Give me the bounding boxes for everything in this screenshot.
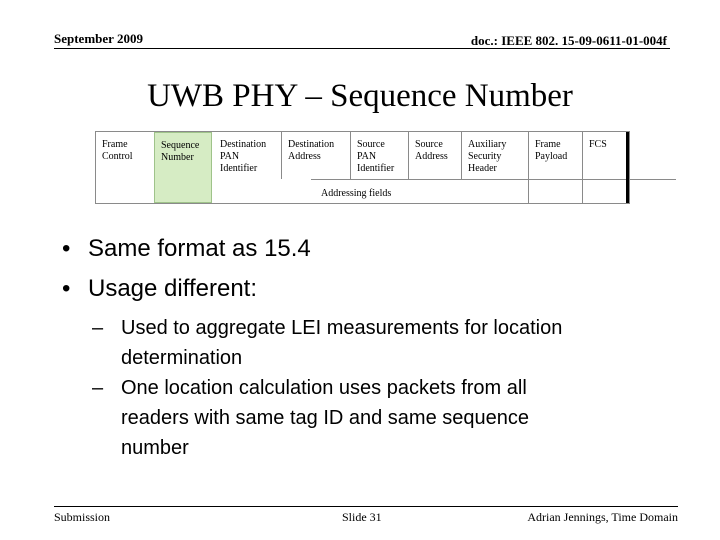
header-doc-id: doc.: IEEE 802. 15-09-0611-01-004f bbox=[470, 33, 667, 48]
figure-edge bbox=[626, 132, 629, 203]
sub-bullet-line: number bbox=[121, 437, 189, 459]
footer-divider bbox=[54, 506, 678, 507]
field-line: Address bbox=[288, 151, 321, 162]
header-divider bbox=[54, 48, 670, 49]
bullet-item: • Usage different: bbox=[62, 269, 311, 309]
bullet-item: • Same format as 15.4 bbox=[62, 229, 311, 269]
addressing-fields-rule bbox=[311, 179, 676, 180]
field-line: PAN bbox=[220, 151, 240, 162]
field-line: Number bbox=[161, 152, 194, 163]
field-line: Destination bbox=[288, 139, 335, 150]
field-line: Address bbox=[415, 151, 448, 162]
field-line: Auxiliary bbox=[468, 139, 507, 150]
field-destination-pan-identifier bbox=[214, 132, 281, 179]
dash-marker: – bbox=[92, 317, 104, 339]
sub-bullet-item bbox=[92, 373, 672, 463]
field-fcs bbox=[583, 132, 627, 179]
sub-bullet-line: readers with same tag ID and same sequence bbox=[121, 407, 529, 429]
field-line: Sequence bbox=[161, 140, 200, 151]
field-sequence-number bbox=[154, 132, 212, 203]
field-frame-payload bbox=[529, 132, 582, 179]
sub-bullet-item bbox=[92, 313, 672, 373]
field-line: Frame bbox=[535, 139, 561, 150]
field-line: Control bbox=[102, 151, 133, 162]
field-source-address bbox=[409, 132, 461, 179]
frame-format-figure bbox=[95, 131, 630, 204]
field-line: Identifier bbox=[220, 163, 258, 174]
dash-marker: – bbox=[92, 377, 104, 399]
field-line: Frame bbox=[102, 139, 128, 150]
sub-bullet-line: Used to aggregate LEI measurements for location bbox=[121, 317, 563, 339]
field-frame-control bbox=[96, 132, 154, 179]
field-line: Source bbox=[415, 139, 443, 150]
field-line: Destination bbox=[220, 139, 267, 150]
field-line: PAN bbox=[357, 151, 377, 162]
field-line: FCS bbox=[589, 139, 607, 150]
bullet-list bbox=[62, 229, 311, 309]
footer-author: Adrian Jennings, Time Domain bbox=[527, 510, 678, 524]
field-source-pan-identifier bbox=[351, 132, 408, 179]
field-line: Source bbox=[357, 139, 385, 150]
field-line: Payload bbox=[535, 151, 568, 162]
field-destination-address bbox=[282, 132, 350, 179]
footer-submission: Submission bbox=[54, 510, 111, 524]
sub-bullet-line: determination bbox=[121, 347, 243, 369]
header-date: September 2009 bbox=[54, 31, 143, 46]
sub-bullet-line: One location calculation uses packets from all bbox=[121, 377, 527, 399]
field-line: Identifier bbox=[357, 163, 395, 174]
slide-title: UWB PHY – Sequence Number bbox=[147, 78, 573, 114]
field-line: Security bbox=[468, 151, 502, 162]
field-auxiliary-security-header bbox=[462, 132, 528, 179]
addressing-fields-label: Addressing fields bbox=[321, 188, 392, 199]
field-line: Header bbox=[468, 163, 497, 174]
sub-bullet-list bbox=[92, 313, 672, 463]
footer-slide-number: Slide 31 bbox=[342, 510, 382, 524]
